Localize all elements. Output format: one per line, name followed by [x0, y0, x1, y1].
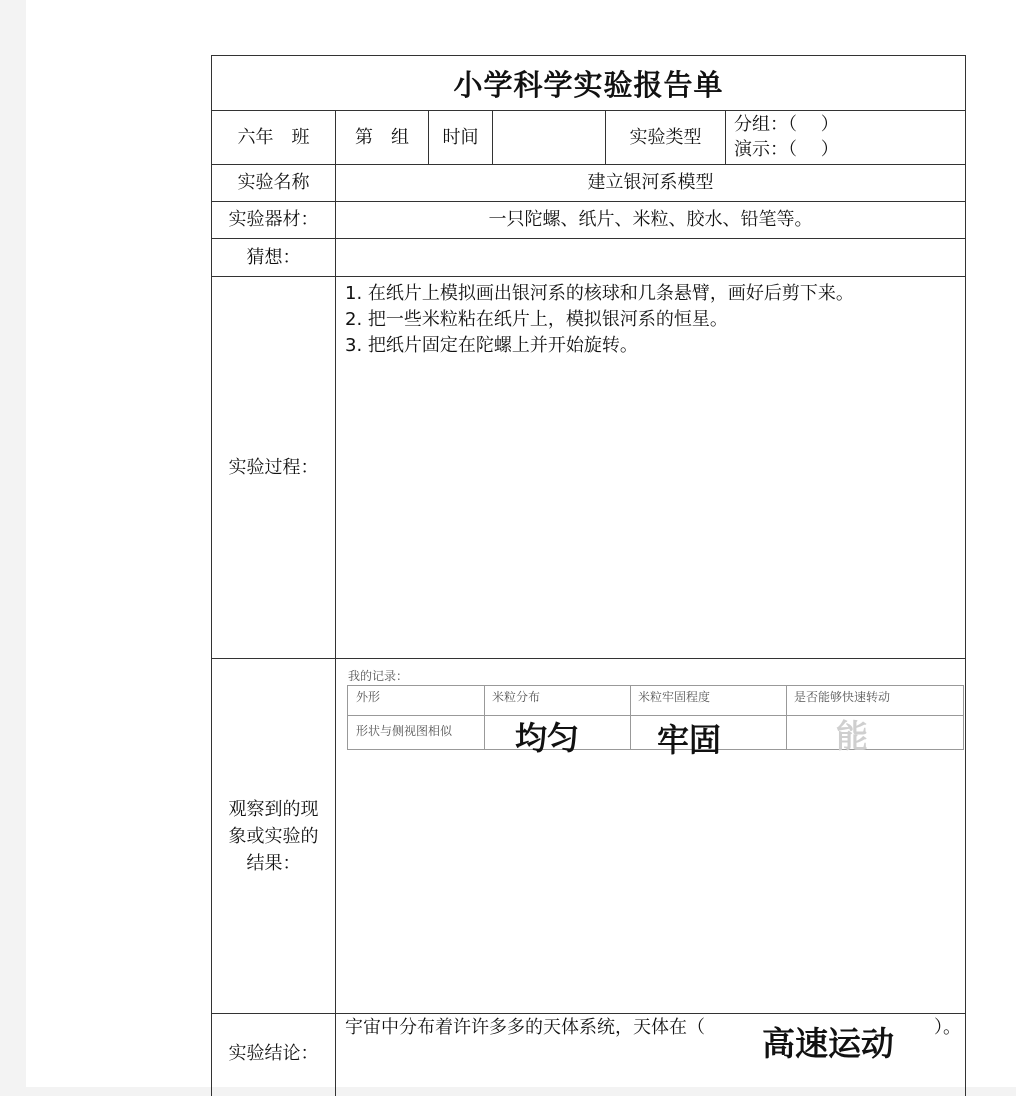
record-header: 外形 [356, 690, 381, 704]
record-header: 米粒分布 [492, 690, 541, 704]
record-rotation-value: 能 [836, 717, 869, 755]
time-label: 时间 [442, 126, 479, 148]
process-step: 1. 在纸片上模拟画出银河系的核球和几条悬臂，画好后剪下来。 [345, 283, 854, 304]
record-table [347, 685, 965, 759]
record-firmness-value: 牢固 [657, 721, 722, 759]
name-label: 实验名称 [237, 172, 310, 193]
process-step: 3. 把纸片固定在陀螺上并开始旋转。 [345, 335, 638, 356]
grade-class: 六年 班 [237, 126, 310, 148]
time-field[interactable] [493, 111, 605, 164]
experiment-type-label: 实验类型 [629, 126, 702, 148]
observation-label: 观察到的现 象或实验的 结果： [228, 798, 319, 874]
report-table [211, 55, 966, 1096]
record-distribution-value: 均匀 [515, 719, 580, 757]
record-header: 米粒牢固程度 [638, 690, 711, 704]
guess-field[interactable] [336, 239, 965, 276]
record-header: 是否能够快速转动 [794, 690, 891, 704]
report-page [26, 0, 1016, 1087]
record-shape-value: 形状与侧视图相似 [356, 724, 453, 738]
equipment-list: 一只陀螺、纸片、米粒、胶水、铅笔等。 [488, 209, 813, 230]
type-option-demo[interactable]: 演示：（ ） [734, 139, 839, 160]
conclusion-text-before: 宇宙中分布着许许多多的天体系统，天体在（ [345, 1017, 705, 1038]
report-title: 小学科学实验报告单 [453, 67, 724, 102]
process-label: 实验过程： [228, 456, 319, 478]
equipment-label: 实验器材： [228, 209, 319, 230]
record-caption: 我的记录： [348, 669, 409, 683]
guess-label: 猜想： [246, 246, 301, 268]
experiment-name: 建立银河系模型 [587, 172, 714, 193]
process-step: 2. 把一些米粒粘在纸片上，模拟银河系的恒星。 [345, 309, 728, 330]
conclusion-label: 实验结论： [228, 1043, 319, 1064]
conclusion-text-after: ）。 [934, 1017, 961, 1038]
group-number: 第 组 [355, 126, 409, 148]
conclusion-answer: 高速运动 [762, 1024, 894, 1063]
type-option-group[interactable]: 分组：（ ） [734, 114, 839, 135]
process-steps [345, 281, 960, 359]
